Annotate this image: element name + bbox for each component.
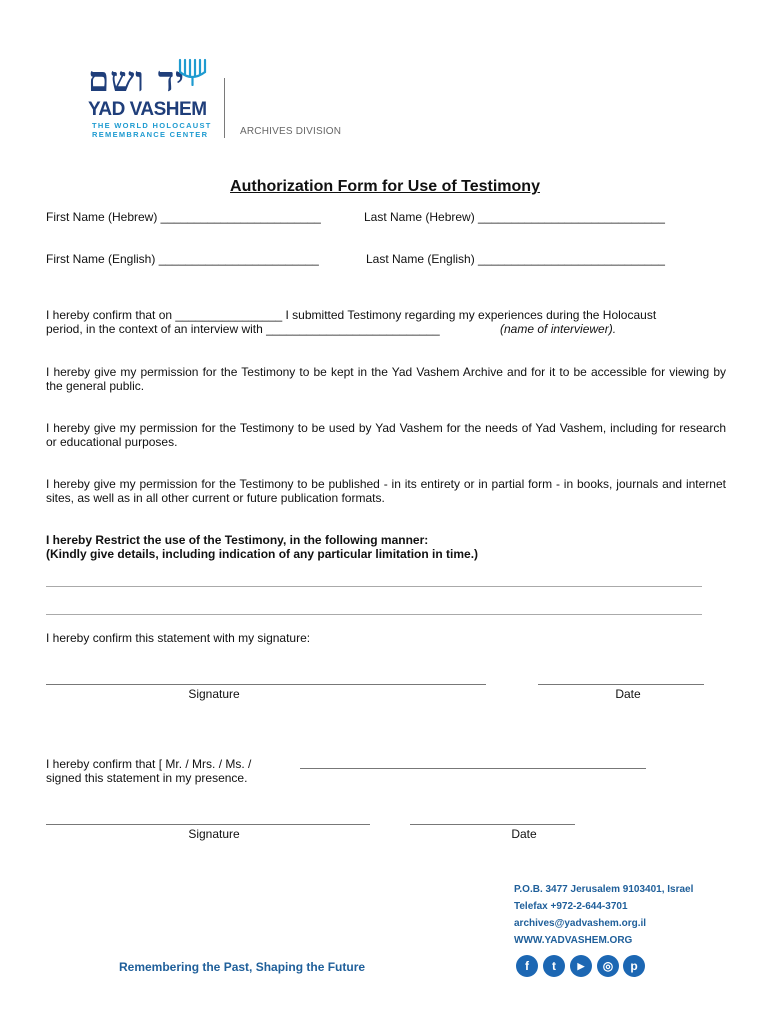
- date-line[interactable]: [538, 684, 704, 685]
- logo-subtitle: [92, 121, 212, 139]
- last-name-hebrew-field[interactable]: Last Name (Hebrew) ____________________________: [364, 210, 665, 224]
- signature-confirm-text: I hereby confirm this statement with my signature:: [46, 631, 311, 645]
- submission-date-line[interactable]: I hereby confirm that on ________________ I submitted Testimony regarding my experiences during the Holocaust: [46, 308, 657, 322]
- witness-date-label: Date: [511, 827, 537, 841]
- witness-signature-line[interactable]: [46, 824, 370, 825]
- contact-email[interactable]: archives@yadvashem.org.il: [514, 918, 647, 929]
- interviewer-line[interactable]: period, in the context of an interview with __________________________: [46, 322, 440, 336]
- witness-date-line[interactable]: [410, 824, 575, 825]
- interviewer-hint: (name of interviewer).: [500, 322, 617, 336]
- date-label: Date: [615, 687, 641, 701]
- tagline: Remembering the Past, Shaping the Future: [119, 960, 366, 974]
- logo-subtitle-line1: THE WORLD HOLOCAUST: [92, 121, 212, 130]
- twitter-icon[interactable]: t: [543, 955, 565, 977]
- pinterest-icon[interactable]: p: [623, 955, 645, 977]
- logo-hebrew-text: יד ושם: [88, 60, 186, 100]
- first-name-english-field[interactable]: First Name (English) ________________________: [46, 252, 319, 266]
- archive-permission-text: I hereby give my permission for the Testimony to be kept in the Yad Vashem Archive and for it to be accessible for viewing by the general public.: [46, 365, 726, 393]
- signature-line[interactable]: [46, 684, 486, 685]
- publish-permission-text: I hereby give my permission for the Testimony to be published - in its entirety or in partial form - in books, journals and internet sites, as well as in all other current or future publication formats.: [46, 477, 726, 505]
- contact-address: P.O.B. 3477 Jerusalem 9103401, Israel: [514, 884, 694, 895]
- menorah-icon: [176, 58, 210, 86]
- witness-confirm-text: I hereby confirm that [ Mr. / Mrs. / Ms. /: [46, 757, 252, 771]
- contact-telefax: Telefax +972-2-644-3701: [514, 901, 628, 912]
- restriction-heading: I hereby Restrict the use of the Testimony, in the following manner:: [46, 533, 429, 547]
- archives-division-label: ARCHIVES DIVISION: [240, 126, 342, 137]
- instagram-icon[interactable]: ◎: [597, 955, 619, 977]
- logo-name: YAD VASHEM: [88, 99, 207, 120]
- witness-name-line[interactable]: [300, 768, 646, 769]
- restriction-details-line-1[interactable]: [46, 586, 702, 587]
- restriction-details-line-2[interactable]: [46, 614, 702, 615]
- form-title: Authorization Form for Use of Testimony: [230, 178, 540, 195]
- facebook-icon[interactable]: f: [516, 955, 538, 977]
- use-permission-text: I hereby give my permission for the Testimony to be used by Yad Vashem for the needs of Yad Vashem, including for research or educational purposes.: [46, 421, 726, 449]
- first-name-hebrew-field[interactable]: First Name (Hebrew) ________________________: [46, 210, 321, 224]
- restriction-subheading: (Kindly give details, including indication of any particular limitation in time.): [46, 547, 479, 561]
- logo-subtitle-line2: REMEMBRANCE CENTER: [92, 130, 209, 139]
- witness-signature-label: Signature: [188, 827, 240, 841]
- youtube-icon[interactable]: ▶: [570, 955, 592, 977]
- contact-website[interactable]: WWW.YADVASHEM.ORG: [514, 935, 633, 946]
- last-name-english-field[interactable]: Last Name (English) ____________________________: [366, 252, 665, 266]
- header-divider: [224, 78, 225, 138]
- signature-label: Signature: [188, 687, 240, 701]
- witness-presence-text: signed this statement in my presence.: [46, 771, 248, 785]
